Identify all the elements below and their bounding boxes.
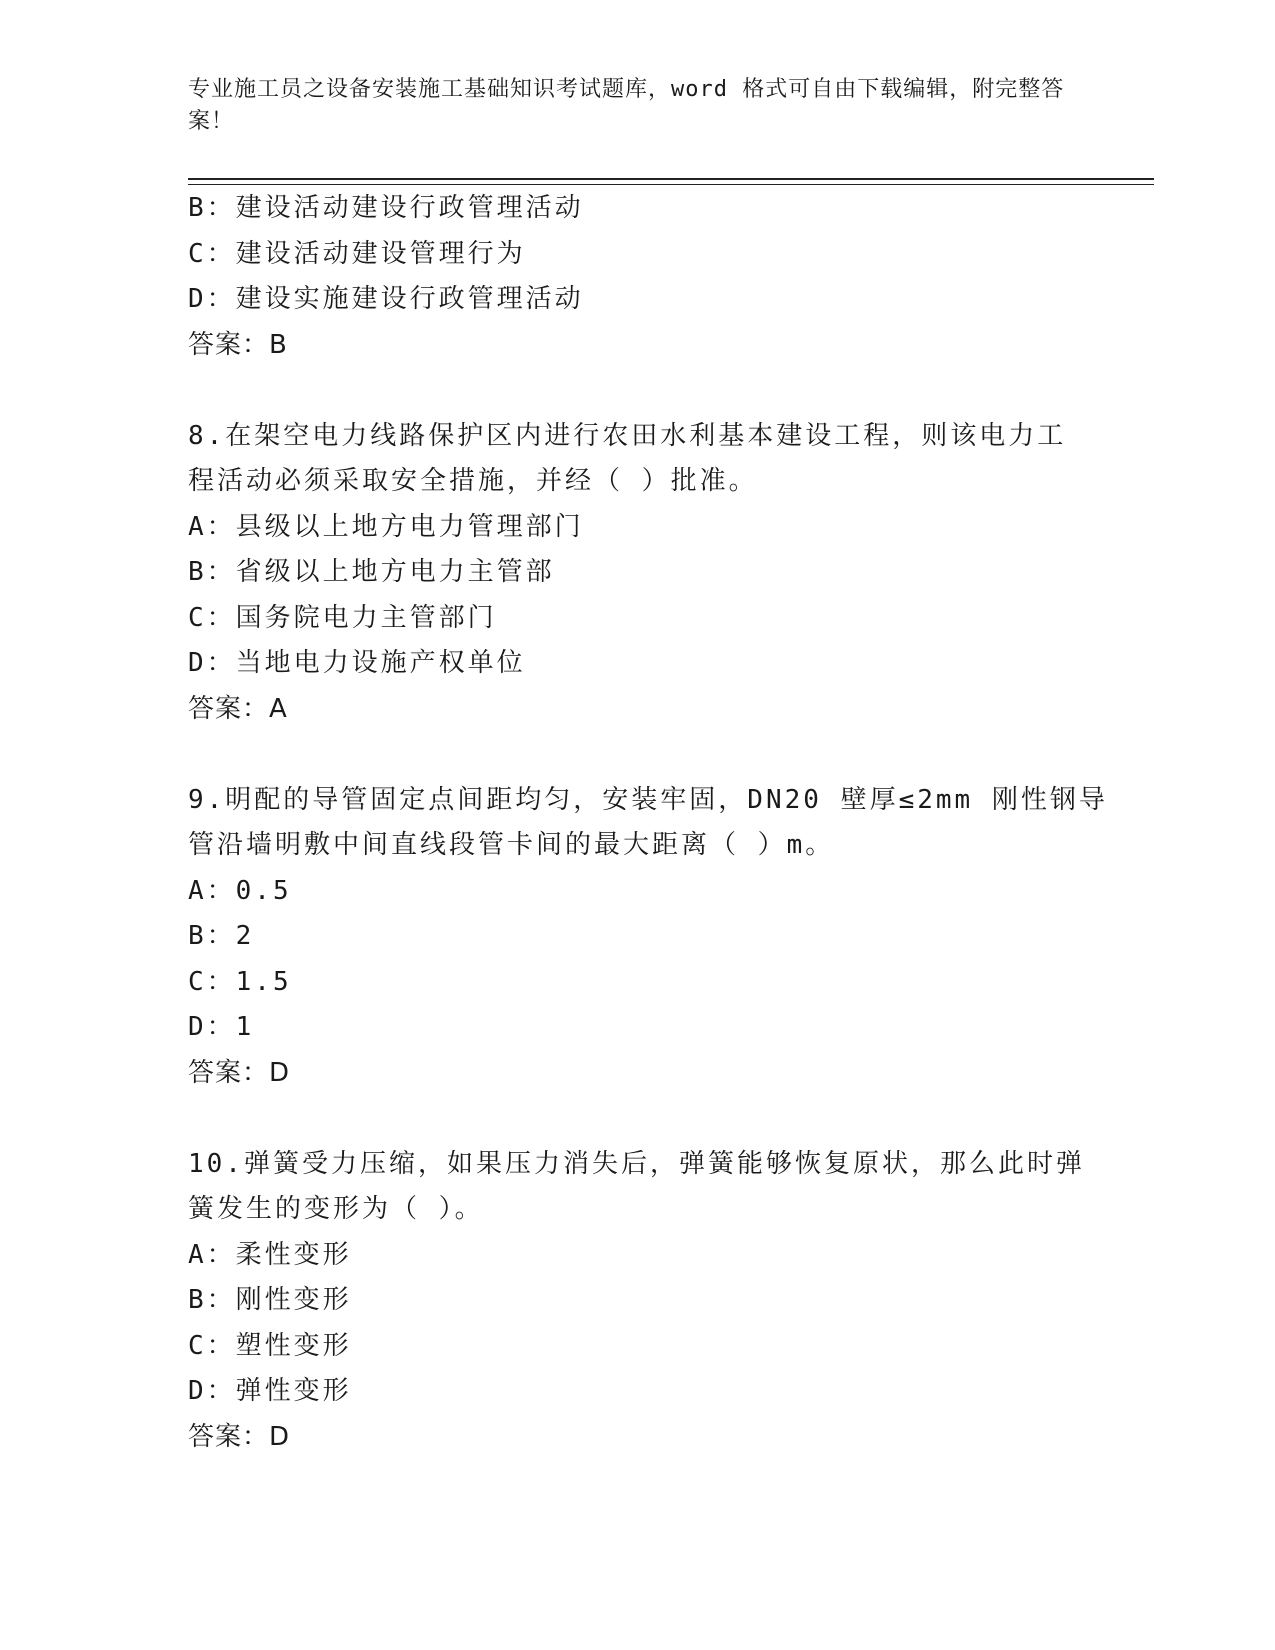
question-list: [188, 186, 1108, 1460]
option-a: A：县级以上地方电力管理部门: [188, 511, 584, 542]
option-d: D：弹性变形: [188, 1376, 352, 1406]
spacer: [188, 732, 1088, 778]
question-text-line-1: 8.在架空电力线路保护区内进行农田水利基本建设工程，则该电力工: [188, 420, 1067, 451]
option-b: B：刚性变形: [188, 1285, 352, 1315]
option-d: D：当地电力设施产权单位: [188, 648, 526, 678]
question-text-line-1: 9.明配的导管固定点间距均匀，安装牢固，DN20 壁厚≤2mm 刚性钢导: [188, 784, 1108, 815]
answer: 答案：D: [188, 1421, 291, 1452]
option-c: C：国务院电力主管部门: [188, 602, 497, 633]
option-b: B：省级以上地方电力主管部: [188, 557, 555, 587]
option-b: B：2: [188, 921, 255, 951]
question-9: [188, 778, 1108, 1097]
option-c: C：塑性变形: [188, 1330, 352, 1361]
header-rule-thick: [188, 178, 1154, 180]
question-10: [188, 1142, 1088, 1461]
option-a: A：0.5: [188, 875, 292, 906]
question-text-line-2: 程活动必须采取安全措施，并经（ ）批准。: [188, 466, 758, 496]
answer: 答案：B: [188, 329, 288, 360]
question-text-line-1: 10.弹簧受力压缩，如果压力消失后，弹簧能够恢复原状，那么此时弹: [188, 1148, 1085, 1179]
option-d: D：建设实施建设行政管理活动: [188, 284, 584, 314]
option-b: B：建设活动建设行政管理活动: [188, 193, 584, 223]
header-rule-thin: [188, 184, 1154, 185]
question-text-line-2: 管沿墙明敷中间直线段管卡间的最大距离（ ）m。: [188, 830, 835, 860]
spacer: [188, 368, 1088, 414]
option-d: D：1: [188, 1012, 255, 1042]
question-8: [188, 414, 1088, 733]
answer: 答案：A: [188, 693, 288, 724]
option-c: C：1.5: [188, 966, 292, 997]
option-a: A：柔性变形: [188, 1239, 352, 1270]
option-c: C：建设活动建设管理行为: [188, 238, 526, 269]
spacer: [188, 1096, 1088, 1142]
question-text-line-2: 簧发生的变形为（ ）。: [188, 1194, 484, 1224]
document-header: 专业施工员之设备安装施工基础知识考试题库，word 格式可自由下载编辑，附完整答案！: [188, 77, 1065, 134]
answer: 答案：D: [188, 1057, 291, 1088]
question-7-tail: [188, 186, 1088, 368]
